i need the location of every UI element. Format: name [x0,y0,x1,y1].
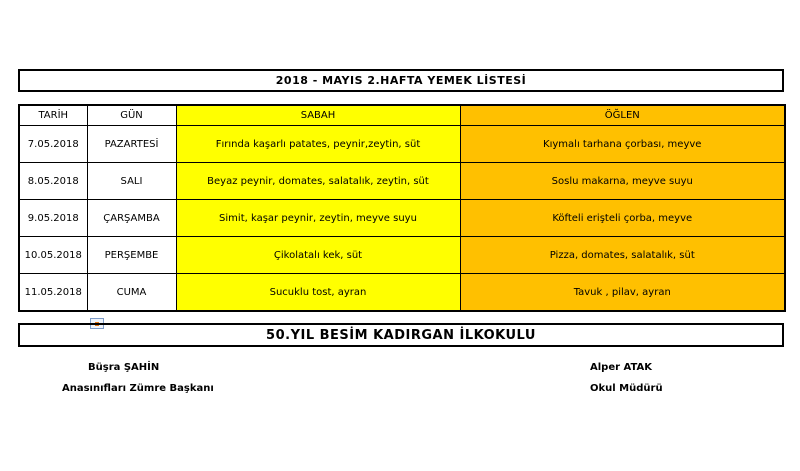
breakfast-cell: Beyaz peynir, domates, salatalık, zeytin, süt [176,163,460,200]
menu-table [18,104,786,312]
right-signature-name: Alper ATAK [590,362,653,373]
lunch-cell: Kıymalı tarhana çorbası, meyve [460,126,785,163]
breakfast-cell: Simit, kaşar peynir, zeytin, meyve suyu [176,200,460,237]
breakfast-cell: Çikolatalı kek, süt [176,237,460,274]
header-row [19,105,785,126]
day-cell: SALI [87,163,176,200]
day-cell: PERŞEMBE [87,237,176,274]
date-cell: 10.05.2018 [19,237,87,274]
left-signature-role: Anasınıfları Zümre Başkanı [62,383,214,394]
header-date: TARİH [19,105,87,126]
table-row [19,237,785,274]
school-name: 50.YIL BESİM KADIRGAN İLKOKULU [18,323,784,347]
table-row [19,200,785,237]
date-cell: 8.05.2018 [19,163,87,200]
lunch-cell: Tavuk , pilav, ayran [460,274,785,312]
table-row [19,163,785,200]
breakfast-cell: Fırında kaşarlı patates, peynir,zeytin, süt [176,126,460,163]
lunch-cell: Soslu makarna, meyve suyu [460,163,785,200]
table-row [19,274,785,312]
day-cell: CUMA [87,274,176,312]
menu-title: 2018 - MAYIS 2.HAFTA YEMEK LİSTESİ [18,69,784,92]
right-signature-role: Okul Müdürü [590,383,663,394]
header-day: GÜN [87,105,176,126]
left-signature-name: Büşra ŞAHİN [88,362,160,373]
date-cell: 7.05.2018 [19,126,87,163]
lunch-cell: Köfteli erişteli çorba, meyve [460,200,785,237]
lunch-cell: Pizza, domates, salatalık, süt [460,237,785,274]
date-cell: 11.05.2018 [19,274,87,312]
day-cell: ÇARŞAMBA [87,200,176,237]
breakfast-cell: Sucuklu tost, ayran [176,274,460,312]
date-cell: 9.05.2018 [19,200,87,237]
header-lunch: ÖĞLEN [460,105,785,126]
header-breakfast: SABAH [176,105,460,126]
day-cell: PAZARTESİ [87,126,176,163]
table-row [19,126,785,163]
